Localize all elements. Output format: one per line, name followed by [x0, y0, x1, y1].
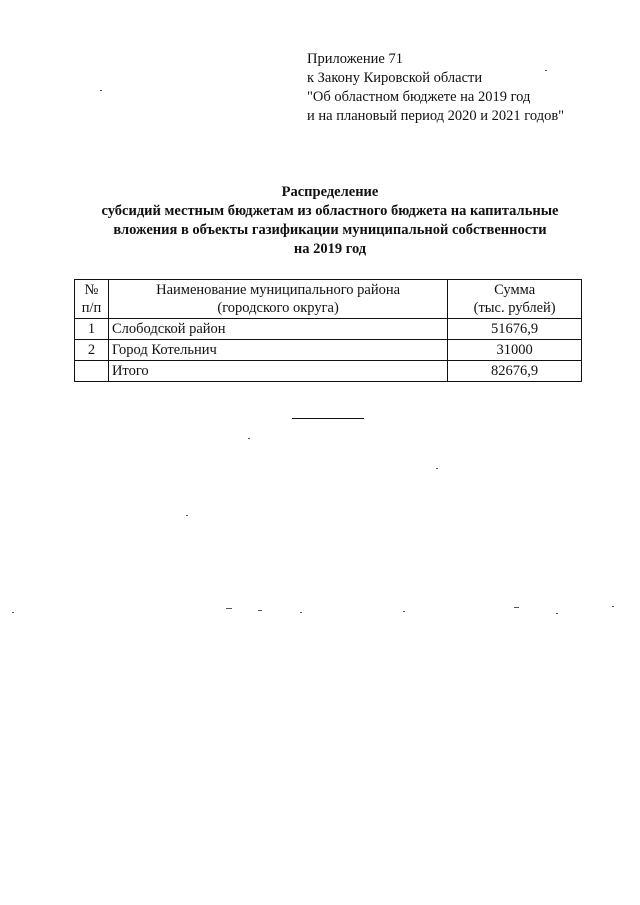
scan-speck: [258, 610, 262, 611]
scan-speck: [403, 611, 405, 612]
appendix-line: к Закону Кировской области: [307, 70, 483, 86]
scan-speck: [186, 515, 188, 516]
row-number: [75, 361, 109, 382]
row-number: 2: [75, 340, 109, 361]
row-amount: 31000: [448, 340, 582, 361]
title-line: Распределение: [281, 184, 379, 200]
table-row: [75, 340, 582, 361]
scan-speck: [612, 606, 614, 607]
appendix-line: Приложение 71: [307, 51, 403, 67]
title-line: вложения в объекты газификации муниципальной собственности: [113, 222, 547, 238]
scan-speck: [556, 613, 558, 614]
title-line: субсидий местным бюджетам из областного бюджета на капитальные: [101, 203, 559, 219]
table-row: [75, 319, 582, 340]
appendix-reference: [307, 50, 564, 126]
row-name: Слободской район: [108, 319, 447, 340]
subsidy-table: [74, 279, 582, 382]
scan-speck: [514, 607, 519, 608]
header-name: Наименование муниципального района (городского округа): [108, 280, 447, 319]
row-amount: 51676,9: [448, 319, 582, 340]
scan-speck: [545, 70, 547, 71]
appendix-line: "Об областном бюджете на 2019 год: [307, 89, 531, 105]
appendix-line: и на плановый период 2020 и 2021 годов": [307, 108, 565, 124]
total-amount: 82676,9: [448, 361, 582, 382]
header-number: № п/п: [75, 280, 109, 319]
scan-speck: [248, 438, 250, 439]
scan-speck: [12, 612, 14, 613]
table-header-row: [75, 280, 582, 319]
scan-speck: [436, 468, 438, 469]
title-line: на 2019 год: [293, 241, 367, 257]
row-number: 1: [75, 319, 109, 340]
table-total-row: [75, 361, 582, 382]
row-name: Город Котельнич: [108, 340, 447, 361]
scan-speck: [100, 90, 102, 91]
total-label: Итого: [108, 361, 447, 382]
scan-speck: [300, 612, 302, 613]
document-title: [60, 183, 600, 259]
scan-speck: [226, 608, 232, 609]
end-rule-divider: [292, 418, 364, 419]
header-amount: Сумма (тыс. рублей): [448, 280, 582, 319]
